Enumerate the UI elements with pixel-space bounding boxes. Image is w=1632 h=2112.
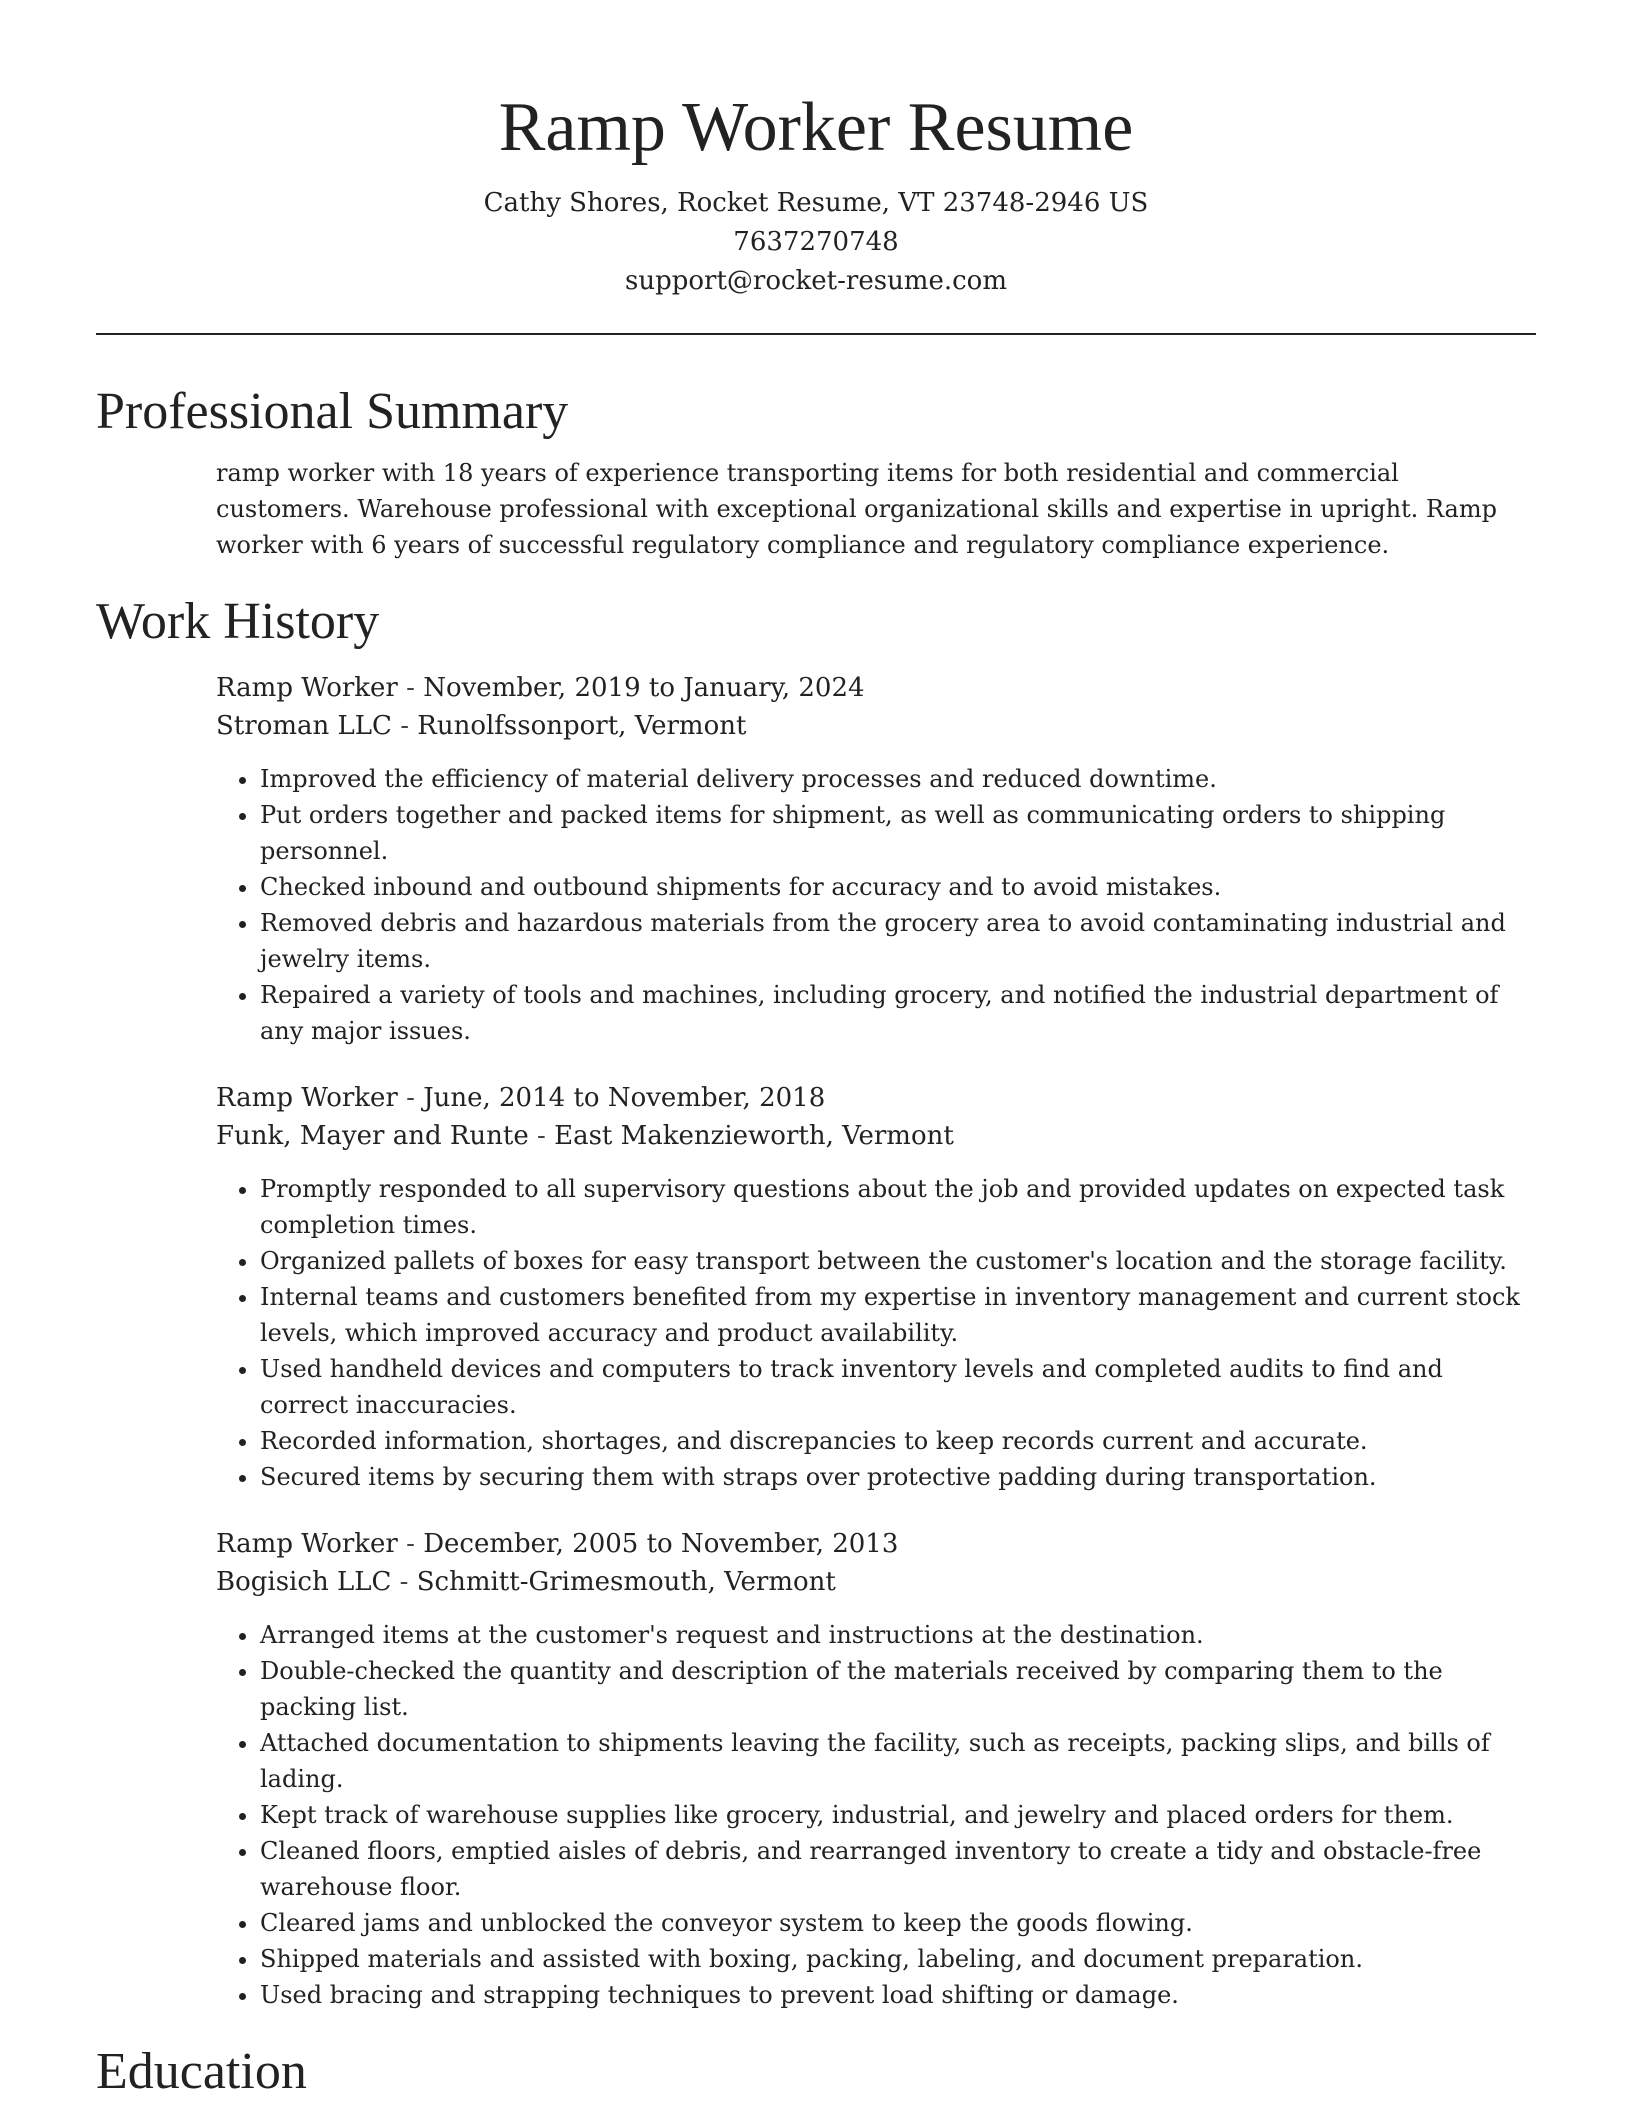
duty-item: • Attached documentation to shipments leaving the facility, such as receipts, packing slips, and bills of lading. (260, 1725, 1536, 1797)
job-separator: - (528, 1121, 555, 1151)
duty-item: • Double-checked the quantity and description of the materials received by comparing them to the packing list. (260, 1653, 1536, 1725)
job-title-line (216, 1079, 1536, 1117)
job-company-line (216, 707, 1536, 745)
duty-item: • Arranged items at the customer's request and instructions at the destination. (260, 1617, 1536, 1653)
resume-title: Ramp Worker Resume (498, 89, 1134, 166)
job-company: Bogisich LLC (216, 1567, 392, 1597)
job-location: East Makenzieworth, Vermont (554, 1121, 954, 1151)
duty-item: • Promptly responded to all supervisory questions about the job and provided updates on expected task completion times. (260, 1171, 1536, 1243)
job-separator: - (397, 673, 424, 703)
job-separator: - (397, 1529, 424, 1559)
job-separator: - (391, 711, 418, 741)
duty-item: • Recorded information, shortages, and discrepancies to keep records current and accurate. (260, 1423, 1536, 1459)
work-history-heading: Work History (96, 593, 380, 650)
duty-item: • Organized pallets of boxes for easy transport between the customer's location and the storage facility. (260, 1243, 1536, 1279)
duty-item: • Used handheld devices and computers to track inventory levels and completed audits to find and correct inaccuracies. (260, 1351, 1536, 1423)
summary-text: ramp worker with 18 years of experience transporting items for both residential and commercial customers. Warehouse professional with exceptional organizational skills and expertise in upright. Ramp worker with 6 years of successful regulatory compliance and regulatory compliance experience. (216, 459, 1497, 559)
job-entry (216, 1525, 1536, 2013)
duty-item: • Cleaned floors, emptied aisles of debris, and rearranged inventory to create a tidy and obstacle-free warehouse floor. (260, 1833, 1536, 1905)
job-duties-list (216, 761, 1536, 1049)
job-company: Stroman LLC (216, 711, 392, 741)
job-dates: November, 2019 to January, 2024 (423, 673, 865, 703)
job-dates: June, 2014 to November, 2018 (423, 1083, 826, 1113)
duty-item: • Secured items by securing them with straps over protective padding during transportation. (260, 1459, 1536, 1495)
duty-item: • Put orders together and packed items for shipment, as well as communicating orders to shipping personnel. (260, 797, 1536, 869)
job-title: Ramp Worker (216, 1083, 398, 1113)
duty-item: • Cleared jams and unblocked the conveyor system to keep the goods flowing. (260, 1905, 1536, 1941)
job-company-line (216, 1563, 1536, 1601)
duty-item: • Used bracing and strapping techniques to prevent load shifting or damage. (260, 1977, 1536, 2013)
contact-address: Cathy Shores, Rocket Resume, VT 23748-2946 US (483, 188, 1149, 218)
duty-item: • Kept track of warehouse supplies like grocery, industrial, and jewelry and placed orders for them. (260, 1797, 1536, 1833)
job-title: Ramp Worker (216, 1529, 398, 1559)
summary-heading: Professional Summary (96, 383, 569, 440)
duty-item: • Shipped materials and assisted with boxing, packing, labeling, and document preparation. (260, 1941, 1536, 1977)
contact-block (96, 184, 1536, 301)
job-separator: - (397, 1083, 424, 1113)
job-location: Schmitt-Grimesmouth, Vermont (416, 1567, 836, 1597)
duty-item: • Improved the efficiency of material delivery processes and reduced downtime. (260, 761, 1536, 797)
job-title: Ramp Worker (216, 673, 398, 703)
job-company-line (216, 1117, 1536, 1155)
job-title-line (216, 1525, 1536, 1563)
duty-item: • Internal teams and customers benefited from my expertise in inventory management and current stock levels, which improved accuracy and product availability. (260, 1279, 1536, 1351)
duty-item: • Removed debris and hazardous materials from the grocery area to avoid contaminating industrial and jewelry items. (260, 905, 1536, 977)
job-entry (216, 1079, 1536, 1495)
duty-item: • Repaired a variety of tools and machines, including grocery, and notified the industrial department of any major issues. (260, 977, 1536, 1049)
job-duties-list (216, 1171, 1536, 1495)
job-title-line (216, 669, 1536, 707)
education-heading: Education (96, 2043, 307, 2100)
contact-email: support@rocket-resume.com (624, 266, 1007, 296)
job-company: Funk, Mayer and Runte (216, 1121, 529, 1151)
job-entry (216, 669, 1536, 1049)
header-divider (96, 333, 1536, 335)
duty-item: • Checked inbound and outbound shipments for accuracy and to avoid mistakes. (260, 869, 1536, 905)
job-duties-list (216, 1617, 1536, 2013)
resume-page (96, 0, 1536, 2103)
job-location: Runolfssonport, Vermont (417, 711, 747, 741)
contact-phone: 7637270748 (733, 227, 899, 257)
job-separator: - (391, 1567, 417, 1597)
job-dates: December, 2005 to November, 2013 (423, 1529, 899, 1559)
